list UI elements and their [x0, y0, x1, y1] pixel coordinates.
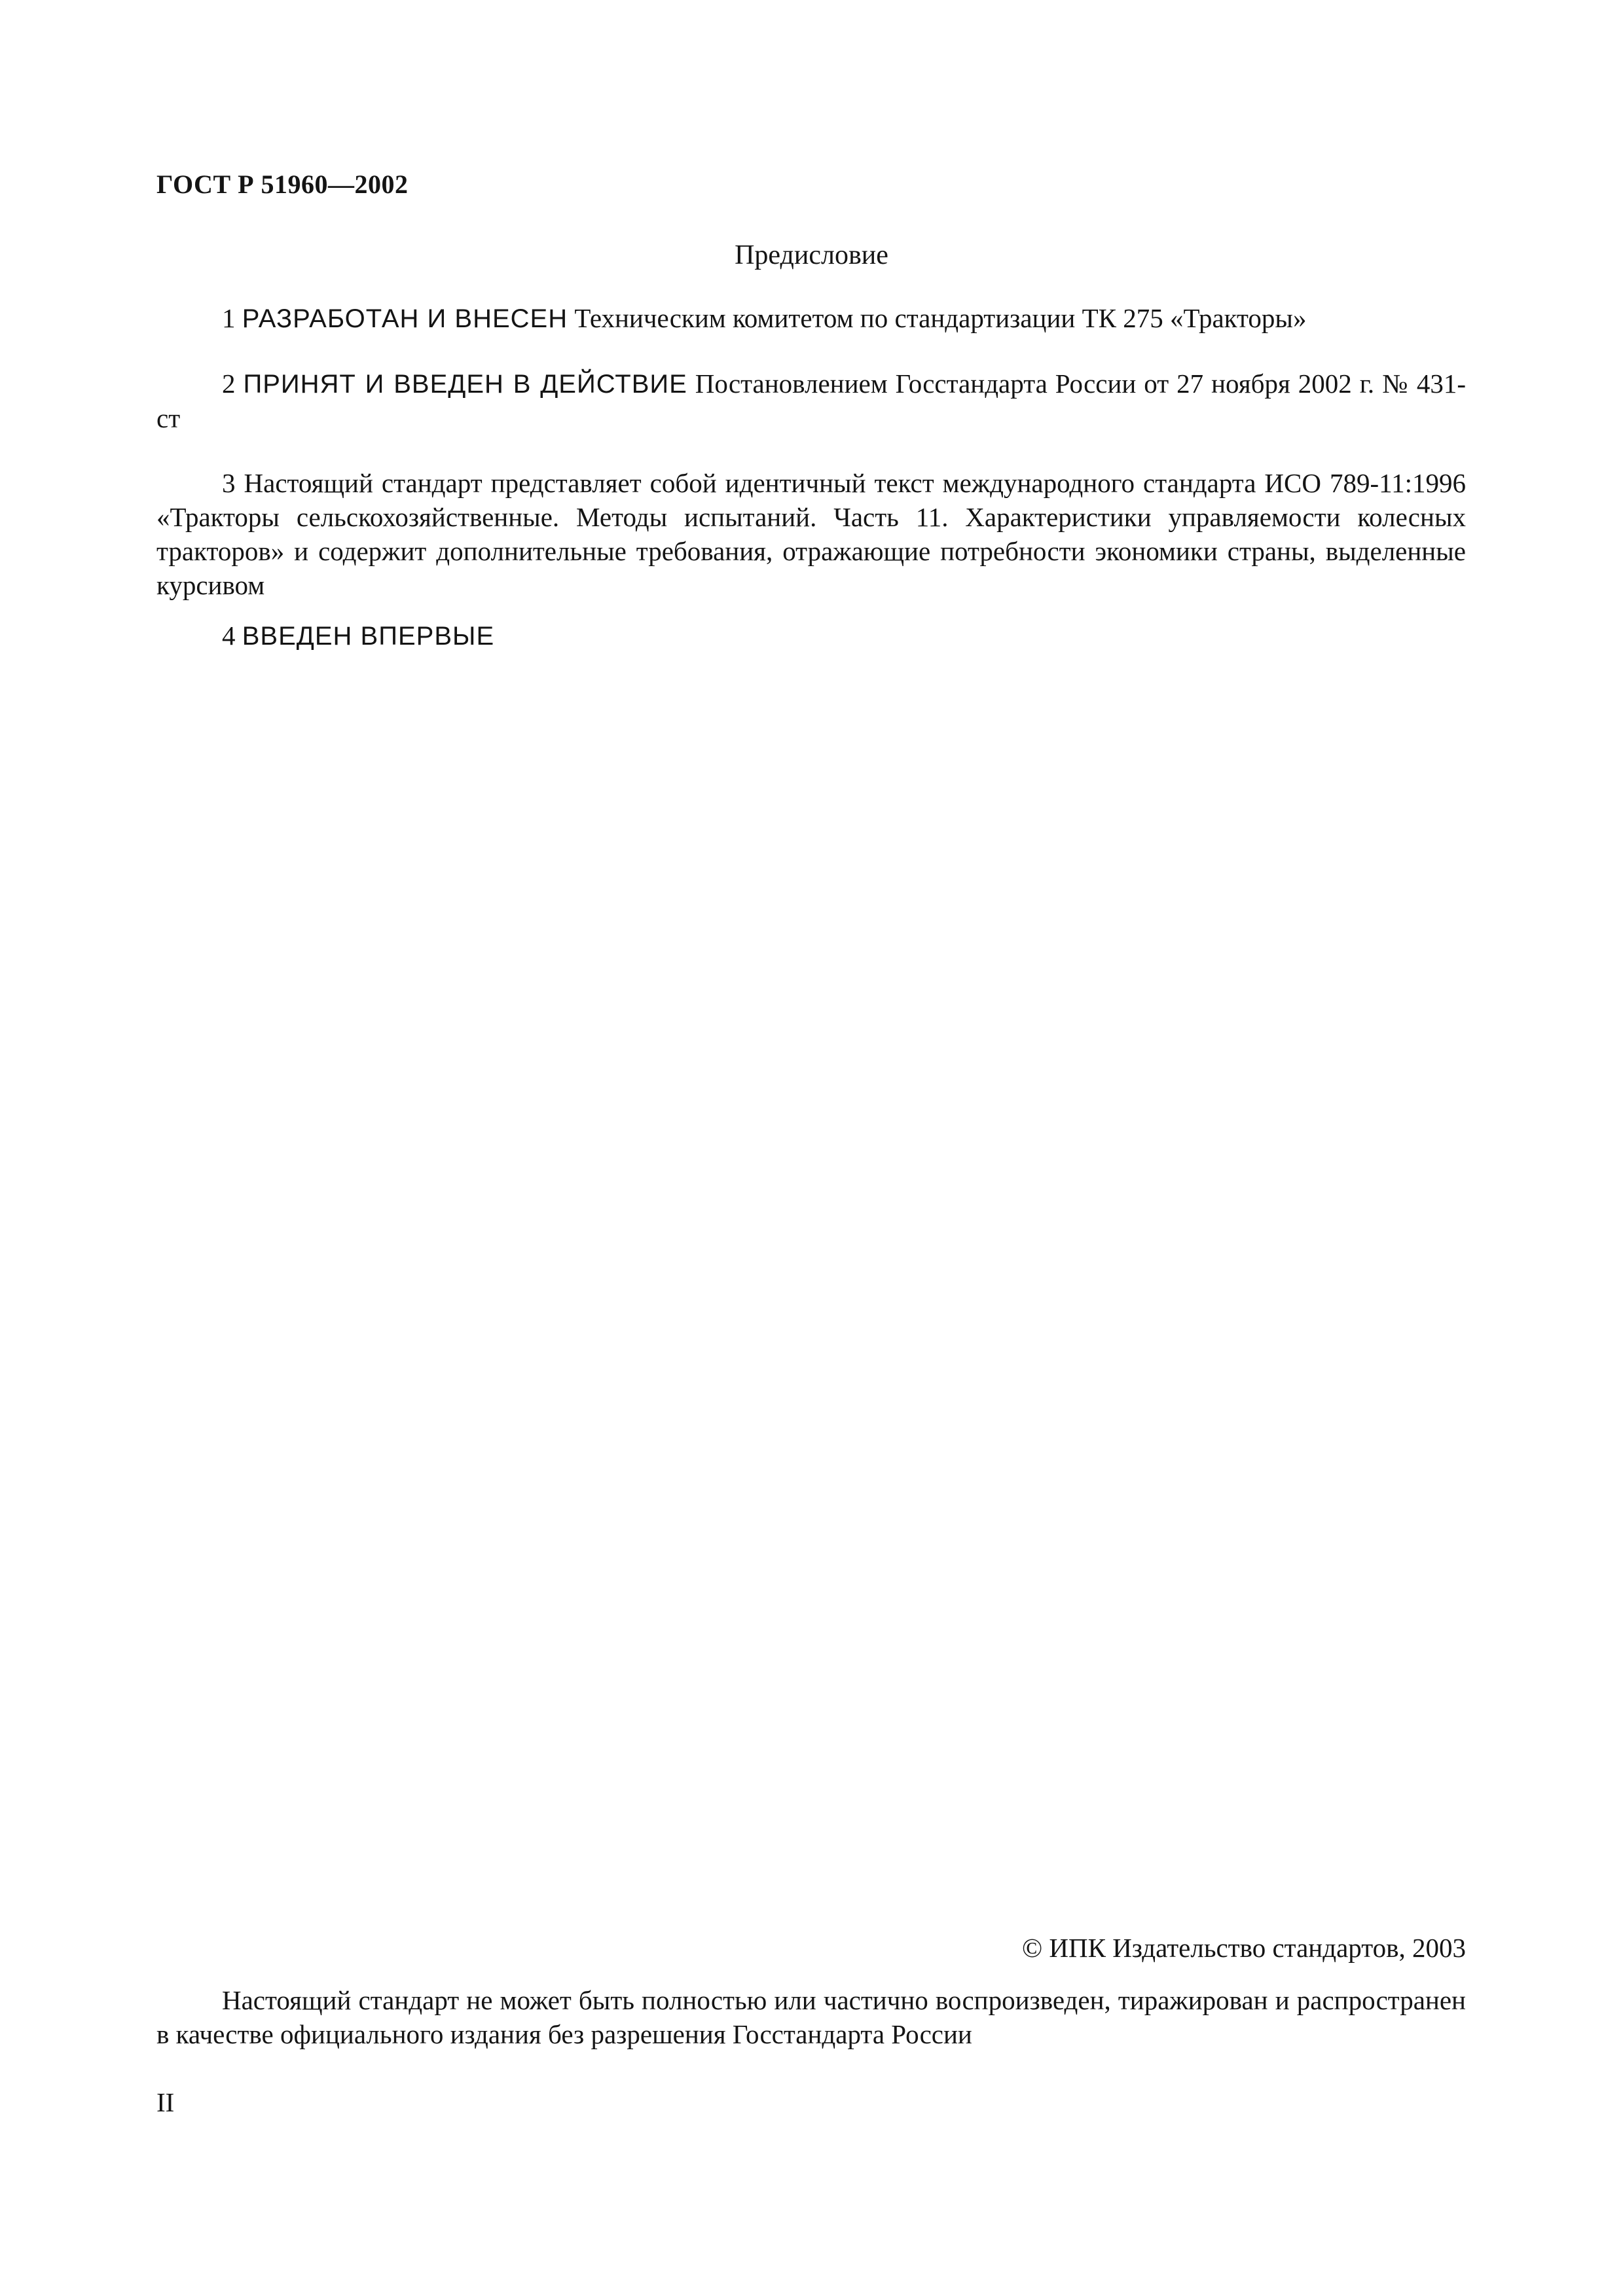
- preface-item-3: [156, 466, 1466, 602]
- item-number: 2: [222, 368, 236, 399]
- item-number: 3: [222, 468, 236, 498]
- item-number: 1: [222, 303, 236, 333]
- copyright-line: © ИПК Издательство стандартов, 2003: [1021, 1933, 1466, 1963]
- item-text: Техническим комитетом по стандартизации ТК 275 «Тракторы»: [574, 303, 1307, 333]
- item-text: Настоящий стандарт представляет собой идентичный текст международного стандарта ИСО 789-11:1996 «Тракторы сельскохозяйственные. Методы испытаний. Часть 11. Характеристики управляемости колесных тракторов» и содержит дополнительные требования, отражающие потребности экономики страны, выделенные курсивом: [156, 468, 1467, 600]
- document-header: ГОСТ Р 51960—2002: [156, 170, 409, 199]
- reproduction-notice: Настоящий стандарт не может быть полностью или частично воспроизведен, тиражирован и распространен в качестве официального издания без разрешения Госстандарта России: [156, 1985, 1466, 2049]
- item-heading: ВВЕДЕН ВПЕРВЫЕ: [242, 622, 495, 651]
- item-number: 4: [222, 620, 236, 651]
- preface-item-1: [156, 301, 1466, 336]
- item-text: Постановлением Госстандарта России от 27 ноября 2002 г. № 431-ст: [156, 368, 1466, 433]
- item-heading: РАЗРАБОТАН И ВНЕСЕН: [242, 304, 568, 333]
- page-number: II: [156, 2087, 175, 2117]
- item-heading: ПРИНЯТ И ВВЕДЕН В ДЕЙСТВИЕ: [243, 370, 687, 399]
- preface-title: Предисловие: [735, 240, 888, 270]
- preface-item-2: [156, 367, 1466, 435]
- preface-item-4: [156, 619, 1466, 653]
